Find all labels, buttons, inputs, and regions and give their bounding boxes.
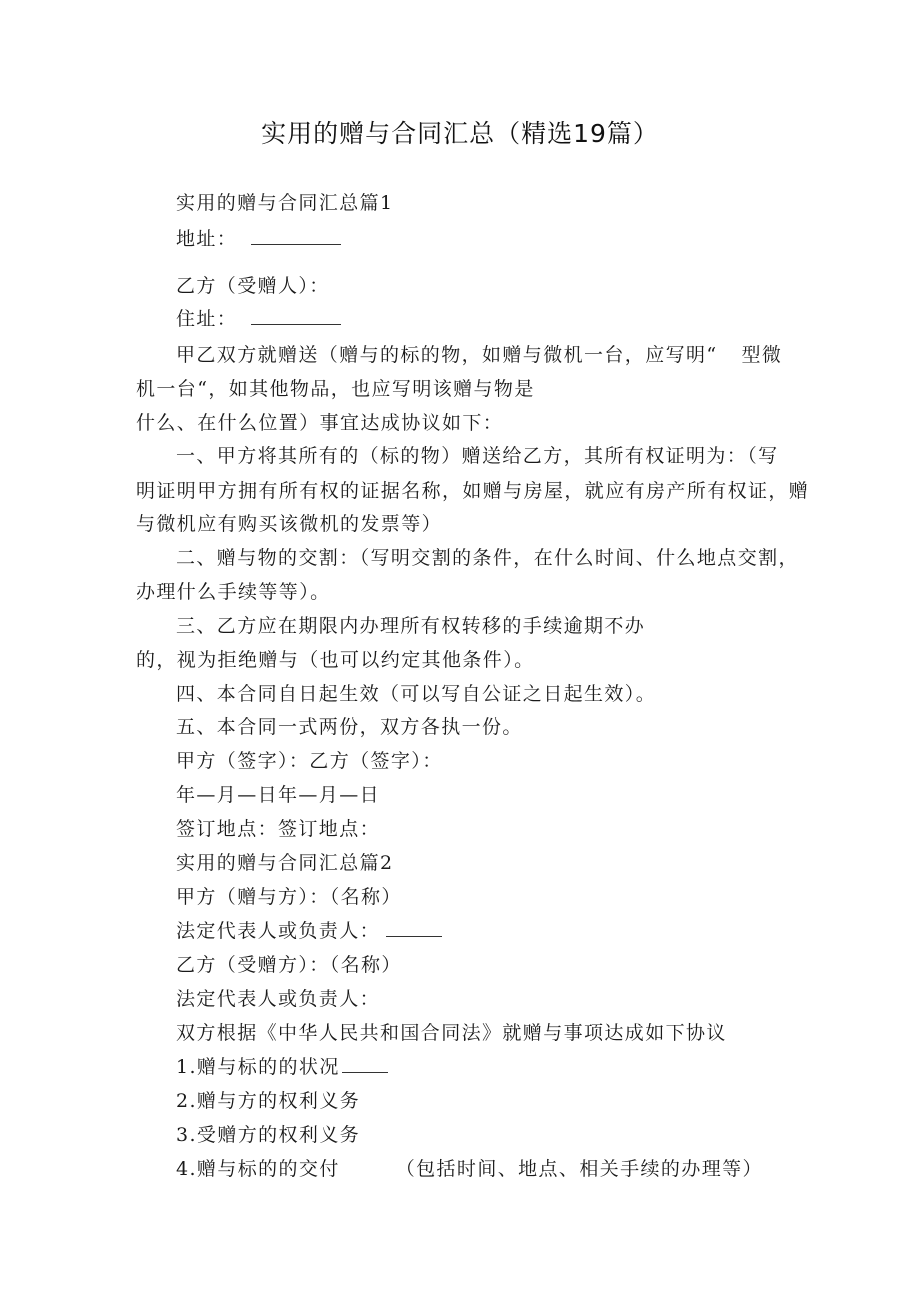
party-b-line: 乙方（受赠方）：（名称） [176,954,402,976]
rep-a-label: 法定代表人或负责人： [176,920,381,942]
clause-1-blank [342,1056,388,1073]
document-title: 实用的赠与合同汇总（精选19篇） [261,119,659,148]
address-line [176,227,341,251]
item2-line-2: 办理什么手续等等）。 [136,581,331,603]
signature-line: 甲方（签字）：乙方（签字）： [176,750,443,772]
intro-line-1 [176,343,782,367]
item1-line-2: 明证明甲方拥有所有权的证据名称，如赠与房屋，就应有房产所有权证，赠 [136,480,810,502]
clause-4-text: 4.赠与标的的交付 [176,1158,340,1180]
item3-line-1: 三、乙方应在期限内办理所有权转移的手续逾期不办 [176,615,646,637]
residence-blank [251,308,341,325]
item4-line: 四、本合同自日起生效（可以写自公证之日起生效）。 [176,683,657,705]
residence-label: 住址： [176,308,238,330]
party-b-label: 乙方（受赠人）： [176,275,330,297]
clause-3-line: 3.受赠方的权利义务 [176,1124,361,1146]
item3-line-2: 的，视为拒绝赠与（也可以约定其他条件）。 [136,649,535,671]
item1-line-3: 与微机应有购买该微机的发票等） [136,513,443,535]
section-heading-2: 实用的赠与合同汇总篇2 [176,852,394,874]
clause-4-line [176,1157,763,1181]
address-blank [251,228,341,245]
clause-4-note: （包括时间、地点、相关手续的办理等） [395,1158,763,1180]
item1-line-1: 一、甲方将其所有的（标的物）赠送给乙方，其所有权证明为：（写 [176,445,779,467]
intro-line-2: 机一台“，如其他物品，也应写明该赠与物是 [136,378,535,400]
basis-line: 双方根据《中华人民共和国合同法》就赠与事项达成如下协议 [176,1022,727,1044]
rep-b-line: 法定代表人或负责人： [176,988,381,1010]
clause-1-line [176,1055,388,1079]
intro-line-3: 什么、在什么位置）事宜达成协议如下： [136,412,504,434]
rep-a-line [176,919,442,943]
section-heading-1: 实用的赠与合同汇总篇1 [176,192,394,214]
item2-line-1: 二、赠与物的交割：（写明交割的条件，在什么时间、什么地点交割， [176,547,799,569]
signing-place-line: 签订地点：签订地点： [176,818,381,840]
date-line: 年—月—日年—月—日 [176,784,381,806]
rep-a-blank [386,920,442,937]
address-label: 地址： [176,228,238,250]
item5-line: 五、本合同一式两份，双方各执一份。 [176,716,523,738]
residence-line [176,307,341,331]
clause-1-text: 1.赠与标的的状况 [176,1056,340,1078]
intro-text-a: 甲乙双方就赠送（赠与的标的物，如赠与微机一台，应写明“ [176,344,718,366]
party-a-line: 甲方（赠与方）：（名称） [176,886,402,908]
intro-text-b: 型微 [741,344,783,366]
clause-2-line: 2.赠与方的权利义务 [176,1090,361,1112]
